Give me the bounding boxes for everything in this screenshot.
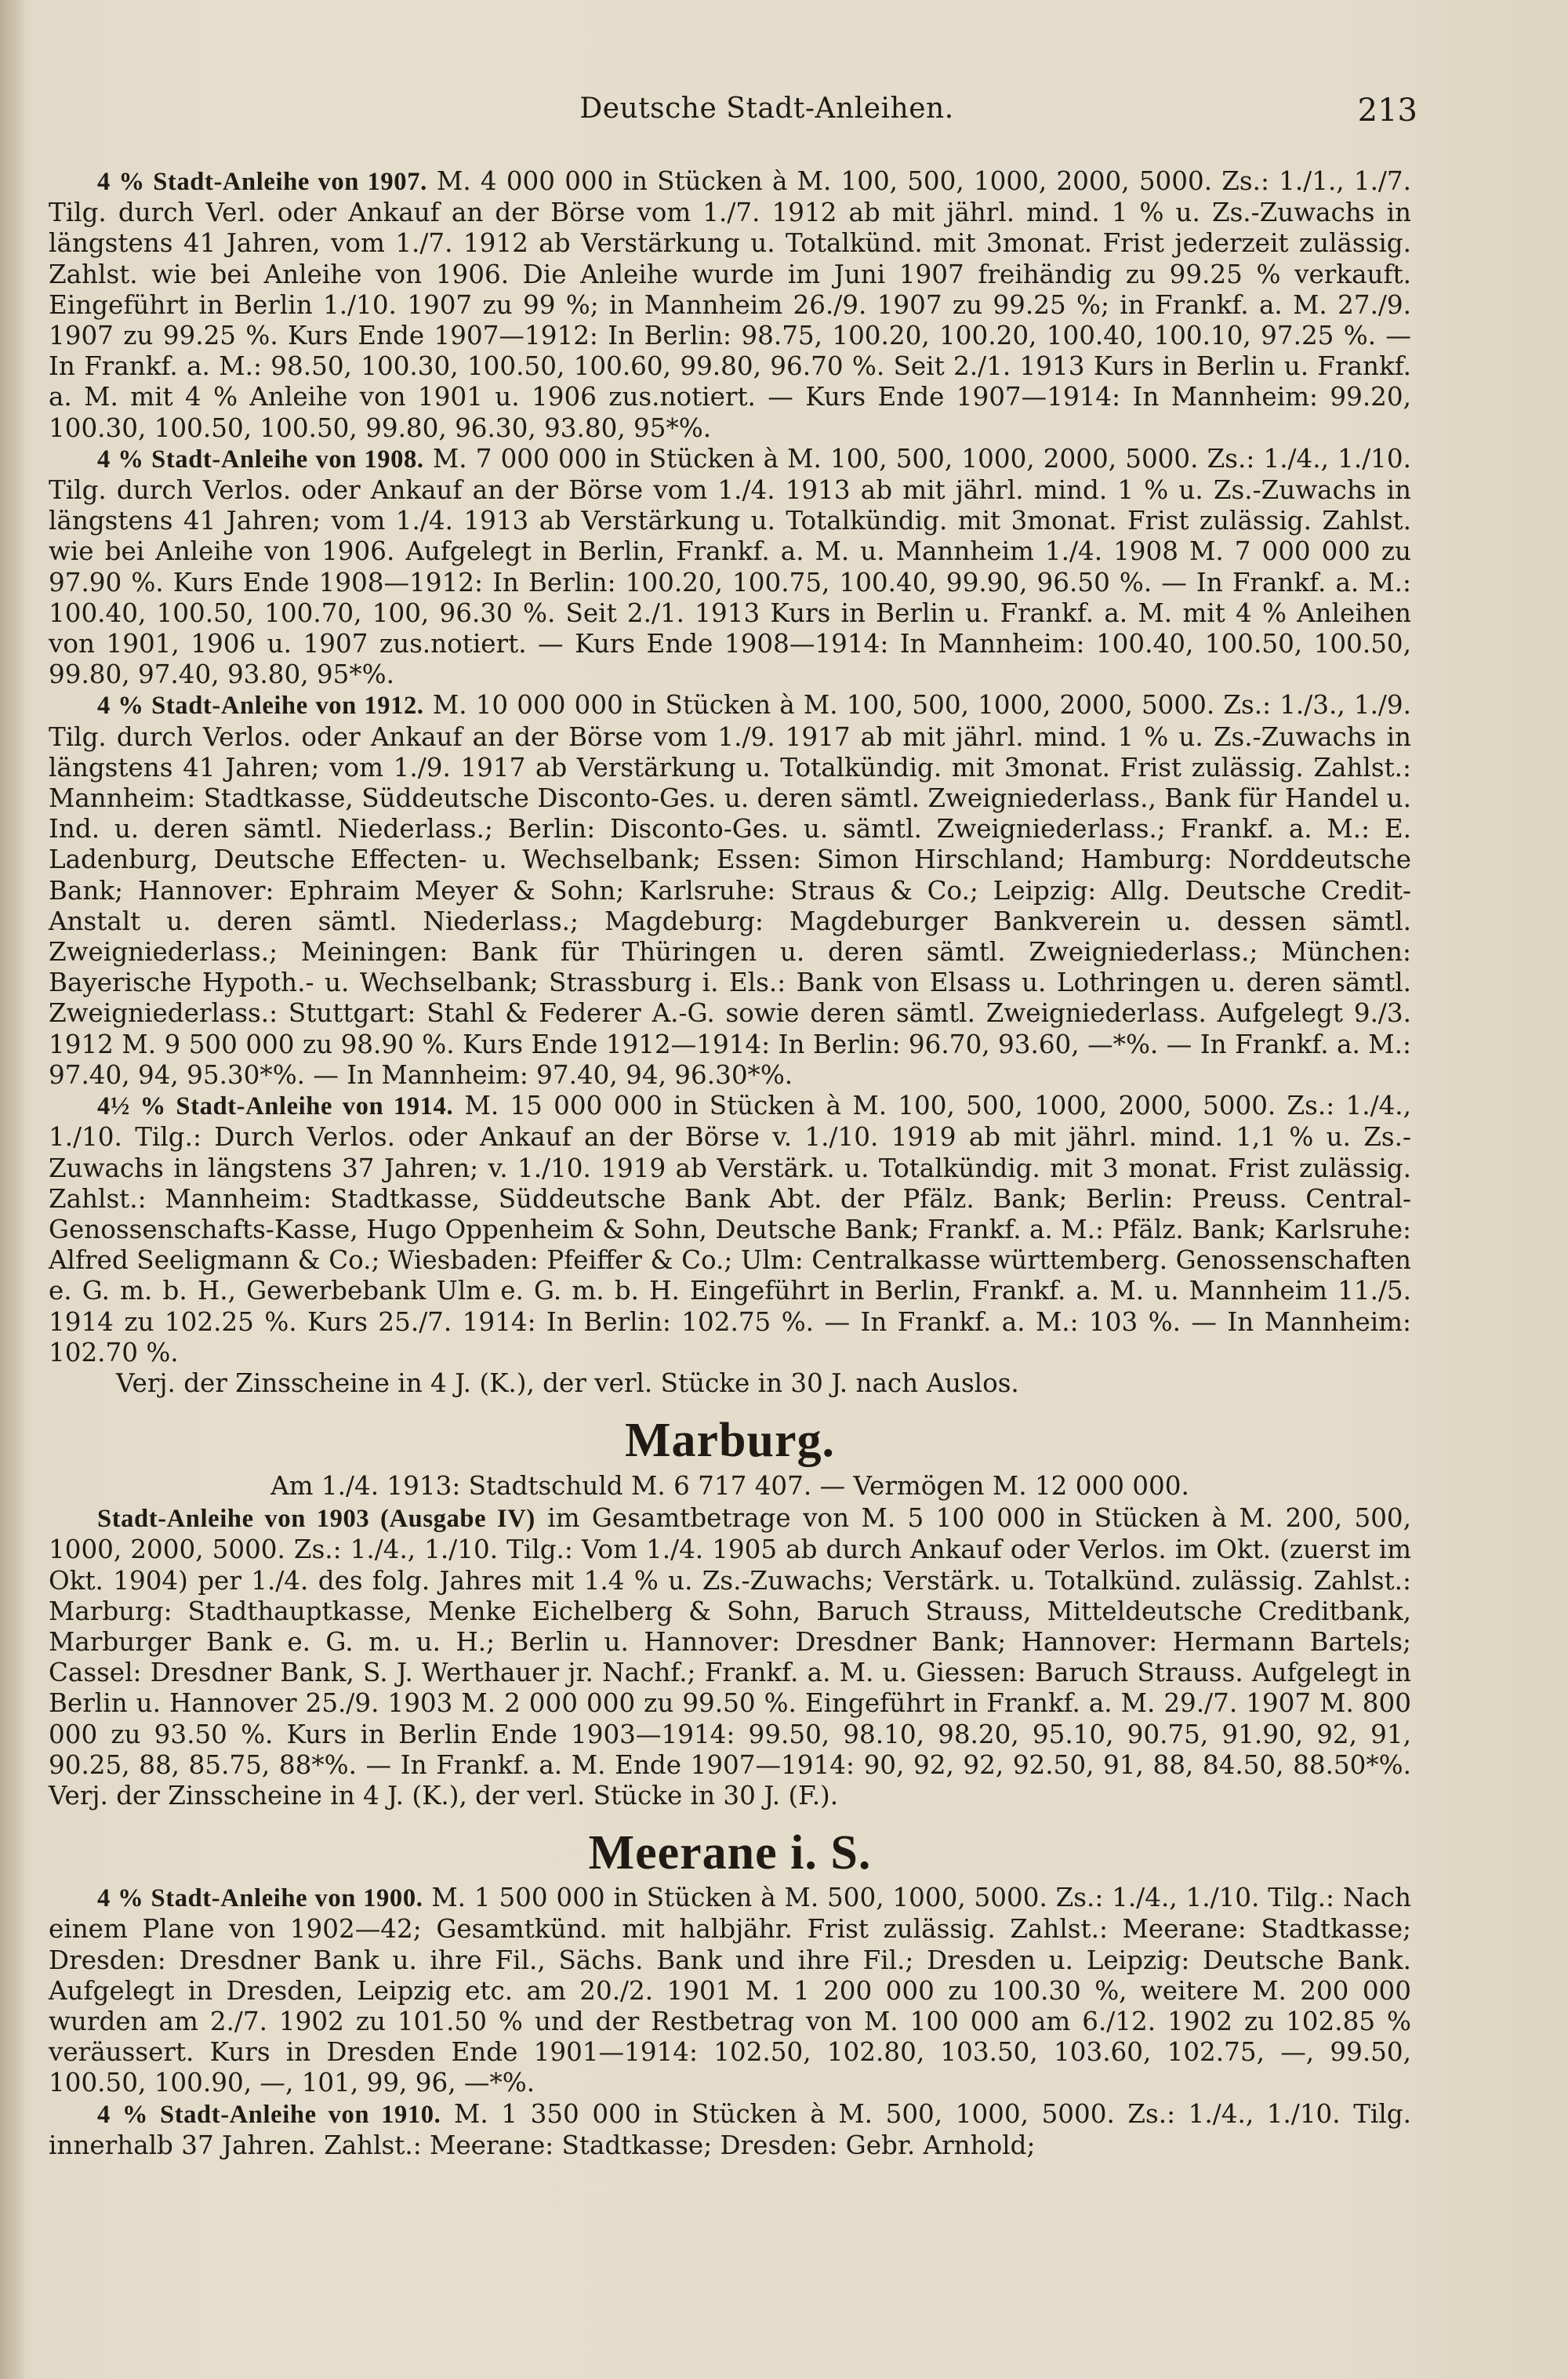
loan-heading: 4 % Stadt-Anleihe von 1907. [97, 168, 427, 196]
page-body [49, 166, 1411, 2161]
loan-paragraph [49, 444, 1411, 691]
city-heading-meerane: Meerane i. S. [588, 1826, 872, 1880]
loan-paragraph [49, 1503, 1411, 1811]
running-title: Deutsche Stadt-Anleihen. [579, 93, 954, 125]
loan-heading: 4 % Stadt-Anleihe von 1908. [97, 445, 424, 474]
loan-text: M. 1 500 000 in Stücken à M. 500, 1000, 5000. Zs.: 1./4., 1./10. Tilg.: Nach einem Plane von 1902—42; Gesamtkünd. mit halbjähr. Frist zulässig. Zahlst.: Meerane: Stadtkasse; Dresden: Dresdner Bank u. ihre Fil., Sächs. Bank und ihre Fil.; Dresden u. Leipzig: Deutsche Bank. Aufgelegt in Dresden, Leipzig etc. am 20./2. 1901 M. 1 200 000 zu 100.30 %, weitere M. 200 000 wurden am 2./7. 1902 zu 101.50 % und der Restbetrag von M. 100 000 am 6./12. 1902 zu 102.85 % veräussert. Kurs in Dresden Ende 1901—1914: 102.50, 102.80, 103.50, 103.60, 102.75, —, 99.50, 100.50, 100.90, —, 101, 99, 96, —*%. [49, 1883, 1411, 2098]
loan-heading: Stadt-Anleihe von 1903 (Ausgabe IV) [97, 1505, 535, 1534]
loan-text: M. 7 000 000 in Stücken à M. 100, 500, 1000, 2000, 5000. Zs.: 1./4., 1./10. Tilg. durch Verlos. oder Ankauf an der Börse vom 1./4. 1913 ab mit jährl. mind. 1 % u. Zs.-Zuwachs in längstens 41 Jahren; vom 1./4. 1913 ab Verstärkung u. Totalkündig. mit 3monat. Frist zulässig. Zahlst. wie bei Anleihe von 1906. Aufgelegt in Berlin, Frankf. a. M. u. Mannheim 1./4. 1908 M. 7 000 000 zu 97.90 %. Kurs Ende 1908—1912: In Berlin: 100.20, 100.75, 100.40, 99.90, 96.50 %. — In Frankf. a. M.: 100.40, 100.50, 100.70, 100, 96.30 %. Seit 2./1. 1913 Kurs in Berlin u. Frankf. a. M. mit 4 % Anleihen von 1901, 1906 u. 1907 zus.notiert. — Kurs Ende 1908—1914: In Mannheim: 100.40, 100.50, 100.50, 99.80, 97.40, 93.80, 95*%. [49, 443, 1411, 690]
page-edge-shadow [0, 0, 24, 2379]
loan-paragraph [49, 166, 1411, 444]
page-header [116, 93, 1417, 140]
loan-text: M. 4 000 000 in Stücken à M. 100, 500, 1000, 2000, 5000. Zs.: 1./1., 1./7. Tilg. durch Verl. oder Ankauf an der Börse vom 1./7. 1912 ab mit jährl. mind. 1 % u. Zs.-Zuwachs in längstens 41 Jahren, vom 1./7. 1912 ab Verstärkung u. Totalkünd. mit 3monat. Frist jederzeit zulässig. Zahlst. wie bei Anleihe von 1906. Die Anleihe wurde im Juni 1907 freihändig zu 99.25 % verkauft. Eingeführt in Berlin 1./10. 1907 zu 99 %; in Mannheim 26./9. 1907 zu 99.25 %; in Frankf. a. M. 27./9. 1907 zu 99.25 %. Kurs Ende 1907—1912: In Berlin: 98.75, 100.20, 100.20, 100.40, 100.10, 97.25 %. — In Frankf. a. M.: 98.50, 100.30, 100.50, 100.60, 99.80, 96.70 %. Seit 2./1. 1913 Kurs in Berlin u. Frankf. a. M. mit 4 % Anleihe von 1901 u. 1906 zus.notiert. — Kurs Ende 1907—1914: In Mannheim: 99.20, 100.30, 100.50, 100.50, 99.80, 96.30, 93.80, 95*%. [49, 166, 1411, 443]
city-summary: Am 1./4. 1913: Stadtschuld M. 6 717 407. — Vermögen M. 12 000 000. [270, 1471, 1189, 1502]
loan-text: M. 1 350 000 in Stücken à M. 500, 1000, 5000. Zs.: 1./4., 1./10. Tilg. innerhalb 37 Jahren. Zahlst.: Meerane: Stadtkasse; Dresden: Gebr. Arnhold; [49, 2098, 1411, 2160]
loan-text: im Gesamtbetrage von M. 5 100 000 in Stücken à M. 200, 500, 1000, 2000, 5000. Zs.: 1./4., 1./10. Tilg.: Vom 1./4. 1905 ab durch Ankauf oder Verlos. im Okt. (zuerst im Okt. 1904) per 1./4. des folg. Jahres mit 1.4 % u. Zs.-Zuwachs; Verstärk. u. Totalkünd. zulässig. Zahlst.: Marburg: Stadthauptkasse, Menke Eichelberg & Sohn, Baruch Strauss, Mitteldeutsche Creditbank, Marburger Bank e. G. m. u. H.; Berlin u. Hannover: Dresdner Bank; Hannover: Hermann Bartels; Cassel: Dresdner Bank, S. J. Werthauer jr. Nachf.; Frankf. a. M. u. Giessen: Baruch Strauss. Aufgelegt in Berlin u. Hannover 25./9. 1903 M. 2 000 000 zu 99.50 %. Eingeführt in Frankf. a. M. 29./7. 1907 M. 800 000 zu 93.50 %. Kurs in Berlin Ende 1903—1914: 99.50, 98.10, 98.20, 95.10, 90.75, 91.90, 92, 91, 90.25, 88, 85.75, 88*%. — In Frankf. a. M. Ende 1907—1914: 90, 92, 92, 92.50, 91, 88, 84.50, 88.50*%. Verj. der Zinsscheine in 4 J. (K.), der verl. Stücke in 30 J. (F.). [49, 1503, 1412, 1811]
loan-paragraph [49, 2099, 1411, 2161]
limitation-note: Verj. der Zinsscheine in 4 J. (K.), der verl. Stücke in 30 J. nach Auslos. [116, 1367, 1019, 1398]
loan-heading: 4 % Stadt-Anleihe von 1910. [97, 2100, 441, 2129]
loan-text: M. 10 000 000 in Stücken à M. 100, 500, 1000, 2000, 5000. Zs.: 1./3., 1./9. Tilg. durch Verlos. oder Ankauf an der Börse vom 1./9. 1917 ab mit jährl. mind. 1 % u. Zs.-Zuwachs in längstens 41 Jahren; vom 1./9. 1917 ab Verstärkung u. Totalkündig. mit 3monat. Frist zulässig. Zahlst.: Mannheim: Stadtkasse, Süddeutsche Disconto-Ges. u. deren sämtl. Zweigniederlass., Bank für Handel u. Ind. u. deren sämtl. Niederlass.; Berlin: Disconto-Ges. u. sämtl. Zweigniederlass.; Frankf. a. M.: E. Ladenburg, Deutsche Effecten- u. Wechselbank; Essen: Simon Hirschland; Hamburg: Norddeutsche Bank; Hannover: Ephraim Meyer & Sohn; Karlsruhe: Straus & Co.; Leipzig: Allg. Deutsche Credit-Anstalt u. deren sämtl. Niederlass.; Magdeburg: Magdeburger Bankverein u. dessen sämtl. Zweigniederlass.; Meiningen: Bank für Thüringen u. deren sämtl. Zweigniederlass.; München: Bayerische Hypoth.- u. Wechselbank; Strassburg i. Els.: Bank von Elsass u. Lothringen u. deren sämtl. Zweigniederlass.: Stuttgart: Stahl & Federer A.-G. sowie deren sämtl. Zweigniederlass. Aufgelegt 9./3. 1912 M. 9 500 000 zu 98.90 %. Kurs Ende 1912—1914: In Berlin: 96.70, 93.60, —*%. — In Frankf. a. M.: 97.40, 94, 95.30*%. — In Mannheim: 97.40, 94, 96.30*%. [49, 690, 1411, 1090]
loan-text: M. 15 000 000 in Stücken à M. 100, 500, 1000, 2000, 5000. Zs.: 1./4., 1./10. Tilg.: Durch Verlos. oder Ankauf an der Börse v. 1./10. 1919 ab mit jährl. mind. 1,1 % u. Zs.-Zuwachs in längstens 37 Jahren; v. 1./10. 1919 ab Verstärk. u. Totalkündig. mit 3 monat. Frist zulässig. Zahlst.: Mannheim: Stadtkasse, Süddeutsche Bank Abt. der Pfälz. Bank; Berlin: Preuss. Central-Genossenschafts-Kasse, Hugo Oppenheim & Sohn, Deutsche Bank; Frankf. a. M.: Pfälz. Bank; Karlsruhe: Alfred Seeligmann & Co.; Wiesbaden: Pfeiffer & Co.; Ulm: Centralkasse württemberg. Genossenschaften e. G. m. b. H., Gewerbebank Ulm e. G. m. b. H. Eingeführt in Berlin, Frankf. a. M. u. Mannheim 11./5. 1914 zu 102.25 %. Kurs 25./7. 1914: In Berlin: 102.75 %. — In Frankf. a. M.: 103 %. — In Mannheim: 102.70 %. [49, 1091, 1412, 1367]
loan-heading: 4 % Stadt-Anleihe von 1912. [97, 692, 424, 721]
loan-heading: 4½ % Stadt-Anleihe von 1914. [97, 1092, 454, 1121]
page-number: 213 [1357, 93, 1417, 129]
loan-heading: 4 % Stadt-Anleihe von 1900. [97, 1884, 423, 1913]
loan-paragraph [49, 690, 1411, 1091]
loan-paragraph [49, 1883, 1411, 2098]
city-heading-marburg: Marburg. [624, 1414, 836, 1468]
loan-paragraph [49, 1091, 1411, 1368]
